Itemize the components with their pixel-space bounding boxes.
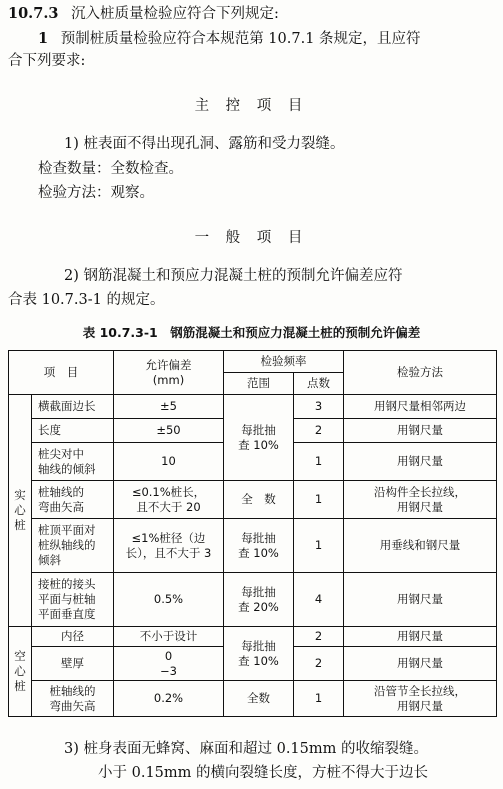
row-range: 全 数 xyxy=(224,481,294,519)
item1-text: 预制桩质量检验应符合本规范第 10.7.1 条规定，且应符 xyxy=(60,31,421,47)
general-item2-line2: 合表 10.7.3-1 的规定。 xyxy=(8,292,165,308)
row-range: 每批抽 查 20% xyxy=(224,573,294,627)
item3-line1: 3) 桩身表面无蜂窝、麻面和超过 0.15mm 的收缩裂缝。 xyxy=(64,741,428,757)
row-range: 每批抽 查 10% xyxy=(224,627,294,681)
row-tolerance: 10 xyxy=(114,443,224,481)
row-points: 2 xyxy=(294,627,344,647)
item1-line1 xyxy=(38,27,497,51)
hollow-char-2: 心 xyxy=(14,664,26,678)
solid-char-3: 桩 xyxy=(14,518,26,532)
row-item: 桩轴线的 弯曲矢高 xyxy=(32,681,114,717)
row-range: 每批抽 查 10% xyxy=(224,395,294,481)
table-row xyxy=(9,481,497,519)
item3-line2: 小于 0.15mm 的横向裂缝长度，方桩不得大于边长 xyxy=(98,765,429,781)
row-tolerance: ±50 xyxy=(114,419,224,443)
clause-text: 沉入桩质量检验应符合下列规定: xyxy=(71,6,279,22)
row-tolerance: 0 −3 xyxy=(114,647,224,681)
row-item: 桩顶平面对 桩纵轴线的 倾斜 xyxy=(32,519,114,573)
header-item: 项 目 xyxy=(9,351,114,395)
solid-char-1: 实 xyxy=(14,488,26,502)
header-range: 范围 xyxy=(224,373,294,395)
hollow-pile-group xyxy=(9,627,32,717)
row-points: 1 xyxy=(294,681,344,717)
row-range: 全数 xyxy=(224,681,294,717)
row-range: 每批抽 查 10% xyxy=(224,519,294,573)
row-item: 接桩的接头 平面与桩轴 平面垂直度 xyxy=(32,573,114,627)
row-points: 4 xyxy=(294,573,344,627)
row-tolerance: ≤0.1%桩长， 且不大于 20 xyxy=(114,481,224,519)
row-tolerance: 不小于设计 xyxy=(114,627,224,647)
item1-number: 1 xyxy=(38,30,49,47)
table-row xyxy=(9,573,497,627)
row-item: 长度 xyxy=(32,419,114,443)
row-item: 横截面边长 xyxy=(32,395,114,419)
row-points: 2 xyxy=(294,419,344,443)
row-tolerance: ±5 xyxy=(114,395,224,419)
row-points: 1 xyxy=(294,443,344,481)
row-item: 壁厚 xyxy=(32,647,114,681)
main-section-title: 主 控 项 目 xyxy=(194,98,309,114)
row-method: 沿构件全长拉线， 用钢尺量 xyxy=(344,481,497,519)
row-item: 内径 xyxy=(32,627,114,647)
solid-pile-group xyxy=(9,395,32,627)
header-tolerance-label: 允许偏差 xyxy=(145,357,192,372)
row-points: 1 xyxy=(294,519,344,573)
hollow-char-3: 桩 xyxy=(14,679,26,693)
table-row xyxy=(9,395,497,419)
row-tolerance: ≤1%桩径（边 长），且不大于 3 xyxy=(114,519,224,573)
table-caption: 表 10.7.3-1 钢筋混凝土和预应力混凝土桩的预制允许偏差 xyxy=(82,325,421,340)
header-method: 检验方法 xyxy=(344,351,497,395)
table-row xyxy=(9,627,497,647)
table-row xyxy=(9,519,497,573)
row-method: 用钢尺量 xyxy=(344,627,497,647)
hollow-char-1: 空 xyxy=(14,649,26,663)
row-points: 1 xyxy=(294,481,344,519)
tolerance-table xyxy=(8,350,497,717)
clause-number: 10.7.3 xyxy=(8,5,59,22)
check-quantity: 检查数量：全数检查。 xyxy=(38,161,183,177)
row-item: 桩轴线的 弯曲矢高 xyxy=(32,481,114,519)
header-tolerance xyxy=(114,351,224,395)
check-method: 检验方法：观察。 xyxy=(38,185,154,201)
header-frequency: 检验频率 xyxy=(224,351,344,373)
row-item: 桩尖对中 轴线的倾斜 xyxy=(32,443,114,481)
row-method: 用垂线和钢尺量 xyxy=(344,519,497,573)
solid-char-2: 心 xyxy=(14,503,26,517)
item1-line2: 合下列要求: xyxy=(8,53,86,69)
clause-heading xyxy=(8,2,497,26)
row-points: 2 xyxy=(294,647,344,681)
general-item2-line1: 2) 钢筋混凝土和预应力混凝土桩的预制允许偏差应符 xyxy=(64,268,403,284)
row-method: 用钢尺量 xyxy=(344,443,497,481)
row-method: 用钢尺量 xyxy=(344,647,497,681)
header-points: 点数 xyxy=(294,373,344,395)
header-tolerance-unit: (mm) xyxy=(152,372,185,387)
main-item1: 1) 桩表面不得出现孔洞、露筋和受力裂缝。 xyxy=(64,136,345,152)
row-method: 用钢尺量 xyxy=(344,573,497,627)
row-method: 用钢尺量 xyxy=(344,419,497,443)
row-tolerance: 0.5% xyxy=(114,573,224,627)
general-section-title: 一 般 项 目 xyxy=(194,230,309,246)
row-points: 3 xyxy=(294,395,344,419)
table-row xyxy=(9,681,497,717)
row-method: 用钢尺量相邻两边 xyxy=(344,395,497,419)
row-tolerance: 0.2% xyxy=(114,681,224,717)
row-method: 沿管节全长拉线， 用钢尺量 xyxy=(344,681,497,717)
